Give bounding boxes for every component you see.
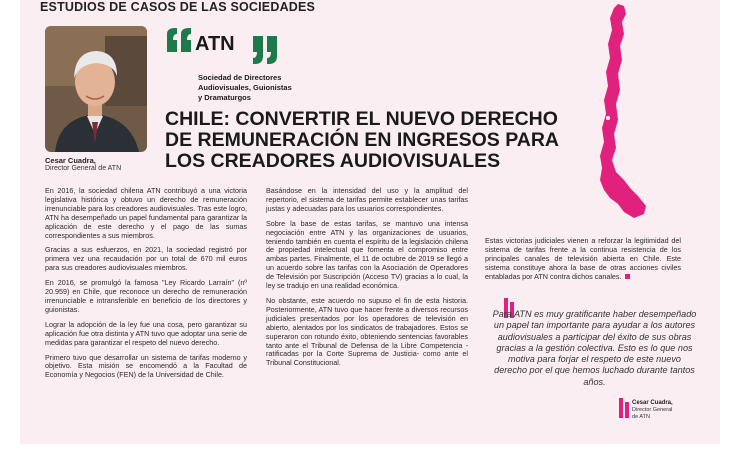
body-column-3 xyxy=(485,237,681,288)
paragraph: Basándose en la intensidad del uso y la amplitud del repertorio, el sistema de tarifas permite establecer unas tarifas justas y adecuadas para los usuarios correspondientes. xyxy=(266,186,468,213)
photo-caption-role: Director General de ATN xyxy=(45,165,122,172)
paragraph xyxy=(485,237,681,282)
logo-subtitle-line: Audiovisuales, Guionistas xyxy=(198,83,292,92)
body-column-2 xyxy=(266,187,468,374)
paragraph: Lograr la adopción de la ley fue una cosa, pero garantizar su aplicación fue otra distinta y ATN tuvo que adoptar una serie de medidas para garantizar el respeto del nuevo derecho. xyxy=(45,319,247,347)
portrait-photo xyxy=(45,26,147,152)
headline-line: CHILE: CONVERTIR EL NUEVO DERECHO xyxy=(165,108,558,130)
logo-subtitle-line: Sociedad de Directores xyxy=(198,73,282,82)
headline-line: DE REMUNERACIÓN EN INGRESOS PARA xyxy=(165,129,560,151)
atn-logo xyxy=(165,26,295,74)
article-headline xyxy=(165,109,595,172)
end-mark-icon xyxy=(625,274,630,279)
paragraph: Primero tuvo que desarrollar un sistema de tarifas moderno y objetivo. Esta misión se encomendó a la Facultad de Economía y Negocios (FEN) de la Universidad de Chile. xyxy=(45,352,247,380)
paragraph-text: Estas victorias judiciales vienen a reforzar la legitimidad del sistema de tarifas frente a la continua resistencia de los principales canales de televisión abierta en Chile. Este sistema constituye ahora la base de otras acciones civiles entabladas por ATN contra dichos canales. xyxy=(485,236,681,281)
paragraph: En 2016, la sociedad chilena ATN contribuyó a una victoria legislativa histórica y obtuvo un derecho de remuneración irrenunciable para los creadores audiovisuales. Tras este logro, ATN ha desempeñado un papel fundamental para garantizar la aplicación de este derecho y el pago de las sumas correspondientes a sus miembros. xyxy=(45,186,247,240)
section-label: ESTUDIOS DE CASOS DE LAS SOCIEDADES xyxy=(40,0,316,14)
paragraph: Sobre la base de estas tarifas, se mantuvo una intensa negociación entre ATN y las organizaciones de usuarios, teniendo también en cuenta el espíritu de la legislación chilena de propiedad intelectual que fomenta el compromiso entre ambas partes. Finalmente, el 11 de octubre de 2019 se llegó a un acuerdo sobre las tarifas con la Asociación de Operadores de Televisión por Suscripción (Acceso TV) gracias a lo cual, la ley se tradujo en una realidad económica. xyxy=(266,218,468,291)
photo-caption-name: Cesar Cuadra, xyxy=(45,156,96,165)
paragraph: Gracias a sus esfuerzos, en 2021, la sociedad registró por primera vez una recaudación por un total de 670 mil euros para sus creadores audiovisuales miembros. xyxy=(45,245,247,273)
quote-author-role xyxy=(632,407,692,420)
quote-author: Cesar Cuadra, xyxy=(632,400,673,406)
body-column-1 xyxy=(45,187,247,386)
logo-subtitle xyxy=(198,73,308,103)
paragraph: En 2016, se promulgó la famosa "Ley Ricardo Larraín" (nº 20.959) en Chile, que reconoce un derecho de remuneración irrenunciable e intransferible en beneficio de los directores y guionistas. xyxy=(45,278,247,314)
logo-subtitle-line: y Dramaturgos xyxy=(198,93,251,102)
logo-text: ATN xyxy=(195,33,235,55)
paragraph: No obstante, este acuerdo no supuso el fin de esta historia. Posteriormente, ATN tuvo que hacer frente a diversos recursos judiciales presentados por los operadores de televisión en abierto, alentados por los sindicatos de trabajadores. Estos se superaron con rotundo éxito, obteniendo sentencias favorables tanto ante el Tribunal de Defensa de la Libre Competencia - ratificadas por la Corte Suprema de Justicia- como ante el Tribunal Constitucional. xyxy=(266,295,468,368)
quote-close-icon xyxy=(618,398,630,418)
quote-role-line: Director General xyxy=(632,407,673,413)
pull-quote: Para ATN es muy gratificante haber desempeñado un papel tan importante para ayudar a los autores audiovisuales a participar del éxito de sus obras gracias a la gestión colectiva. Esto es lo que nos motiva para forjar el respeto de este nuevo derecho por el que hemos luchado durante tantos años. xyxy=(492,309,697,387)
headline-line: LOS CREADORES AUDIOVISUALES xyxy=(165,150,501,172)
quote-role-line: de ATN xyxy=(632,413,650,420)
